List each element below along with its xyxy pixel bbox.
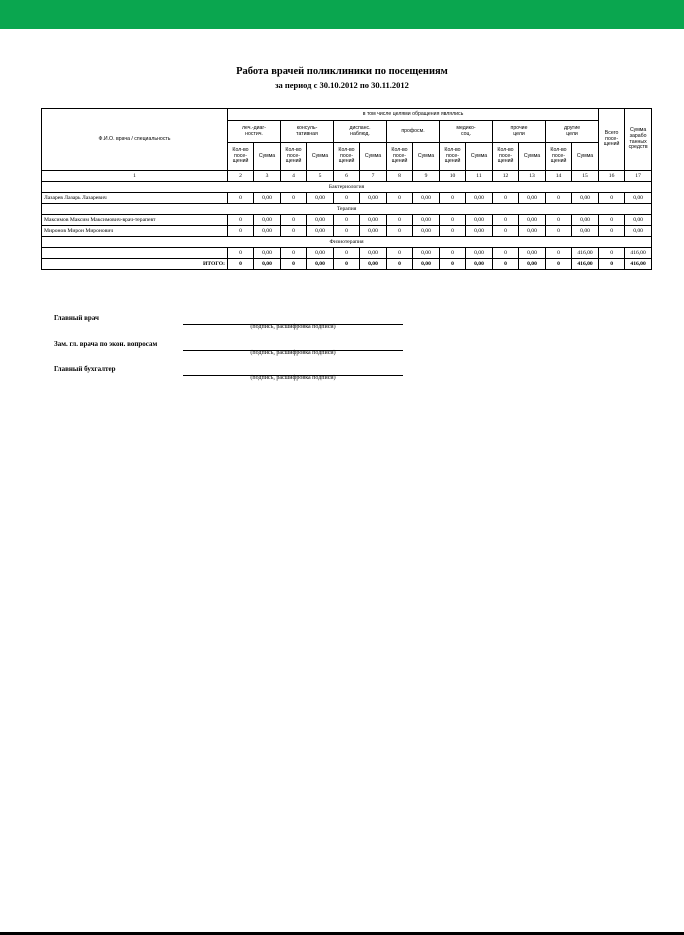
column-number: 9 (413, 171, 440, 182)
cell-value: 0,00 (572, 226, 599, 237)
sub-header-sum: Сумма (413, 143, 440, 171)
column-number: 11 (466, 171, 493, 182)
cell-value: 0 (228, 193, 254, 204)
cell-value: 0,00 (360, 193, 387, 204)
cell-value: 0,00 (572, 193, 599, 204)
cell-value: 0,00 (360, 259, 387, 270)
cell-value: 416,00 (625, 248, 652, 259)
cell-value: 0,00 (307, 259, 334, 270)
section-row (42, 237, 652, 248)
section-row (42, 204, 652, 215)
section-name: Бактериология (42, 182, 652, 193)
row-label: Миронов Мирон Миронович (42, 226, 228, 237)
signature-hint: (подпись, расшифровка подписи) (250, 375, 336, 381)
sub-header-sum: Сумма (466, 143, 493, 171)
header-total-sum: Сумма зарабо танных средств (625, 109, 652, 171)
signature-hint: (подпись, расшифровка подписи) (250, 324, 336, 330)
cell-value: 0 (334, 226, 360, 237)
column-number: 2 (228, 171, 254, 182)
cell-value: 0 (281, 215, 307, 226)
cell-value: 0,00 (466, 226, 493, 237)
cell-value: 0,00 (413, 248, 440, 259)
cell-value: 0 (440, 248, 466, 259)
cell-value: 0 (546, 226, 572, 237)
cell-value: 0 (387, 248, 413, 259)
cell-value: 0,00 (625, 193, 652, 204)
cell-value: 0 (493, 259, 519, 270)
cell-value: 0 (599, 259, 625, 270)
cell-value: 0,00 (519, 226, 546, 237)
cell-value: 0,00 (413, 226, 440, 237)
cell-value: 0 (281, 259, 307, 270)
sub-header-count: Кол-во посе- щений (387, 143, 413, 171)
cell-value: 0,00 (519, 215, 546, 226)
cell-value: 0,00 (466, 193, 493, 204)
row-label: Максимов Максим Максимович-врач-терапевт (42, 215, 228, 226)
cell-value: 0 (281, 193, 307, 204)
sub-header-count: Кол-во посе- щений (334, 143, 360, 171)
row-label: ИТОГО: (42, 259, 228, 270)
cell-value: 0 (493, 248, 519, 259)
cell-value: 0,00 (360, 248, 387, 259)
cell-value: 0 (493, 193, 519, 204)
cell-value: 0,00 (254, 259, 281, 270)
total-row (42, 259, 652, 270)
cell-value: 0 (493, 215, 519, 226)
cell-value: 0 (228, 259, 254, 270)
signature-hint: (подпись, расшифровка подписи) (250, 350, 336, 356)
sub-header-count: Кол-во посе- щений (493, 143, 519, 171)
sub-header-sum: Сумма (360, 143, 387, 171)
column-number: 4 (281, 171, 307, 182)
cell-value: 0 (334, 259, 360, 270)
cell-value: 0 (281, 248, 307, 259)
table-row (42, 193, 652, 204)
cell-value: 0 (387, 215, 413, 226)
cell-value: 416,00 (625, 259, 652, 270)
group-header-6: другие цели (546, 121, 599, 143)
header-total-visits: Всего посе- щений (599, 109, 625, 171)
cell-value: 0,00 (254, 226, 281, 237)
sub-header-count: Кол-во посе- щений (228, 143, 254, 171)
cell-value: 0,00 (572, 215, 599, 226)
cell-value: 0 (599, 215, 625, 226)
cell-value: 0,00 (413, 215, 440, 226)
cell-value: 0 (440, 193, 466, 204)
cell-value: 416,00 (572, 259, 599, 270)
top-header-bar (0, 0, 684, 29)
cell-value: 0 (334, 215, 360, 226)
cell-value: 0 (440, 259, 466, 270)
row-label (42, 248, 228, 259)
cell-value: 0 (546, 193, 572, 204)
table-row (42, 226, 652, 237)
cell-value: 0,00 (307, 193, 334, 204)
sub-header-count: Кол-во посе- щений (440, 143, 466, 171)
group-header-3: профосм. (387, 121, 440, 143)
cell-value: 0,00 (519, 248, 546, 259)
cell-value: 0 (599, 193, 625, 204)
column-number: 10 (440, 171, 466, 182)
column-number: 3 (254, 171, 281, 182)
cell-value: 0 (440, 226, 466, 237)
cell-value: 0,00 (360, 226, 387, 237)
cell-value: 0 (493, 226, 519, 237)
column-number: 13 (519, 171, 546, 182)
signature-label: Главный бухгалтер (54, 365, 116, 373)
cell-value: 0,00 (519, 193, 546, 204)
group-header-0: леч.-диаг- ностич. (228, 121, 281, 143)
sub-header-count: Кол-во посе- щений (281, 143, 307, 171)
sub-header-sum: Сумма (572, 143, 599, 171)
group-header-1: консуль- тативная (281, 121, 334, 143)
column-number: 6 (334, 171, 360, 182)
column-number: 17 (625, 171, 652, 182)
header-group: в том числе целями обращения являлись (228, 109, 599, 121)
column-number: 7 (360, 171, 387, 182)
cell-value: 416,00 (572, 248, 599, 259)
cell-value: 0 (440, 215, 466, 226)
cell-value: 0 (387, 259, 413, 270)
cell-value: 0 (387, 193, 413, 204)
cell-value: 0 (228, 248, 254, 259)
cell-value: 0 (228, 226, 254, 237)
cell-value: 0,00 (307, 248, 334, 259)
cell-value: 0 (387, 226, 413, 237)
cell-value: 0,00 (360, 215, 387, 226)
column-number: 12 (493, 171, 519, 182)
report-title: Работа врачей поликлиники по посещениям (236, 66, 448, 77)
cell-value: 0 (281, 226, 307, 237)
cell-value: 0,00 (254, 215, 281, 226)
column-number: 14 (546, 171, 572, 182)
cell-value: 0,00 (254, 193, 281, 204)
cell-value: 0,00 (519, 259, 546, 270)
column-number: 5 (307, 171, 334, 182)
cell-value: 0 (228, 215, 254, 226)
cell-value: 0 (599, 226, 625, 237)
cell-value: 0,00 (625, 226, 652, 237)
row-label: Лазарев Лазарь Лазаревич (42, 193, 228, 204)
cell-value: 0,00 (413, 259, 440, 270)
report-subtitle: за период с 30.10.2012 по 30.11.2012 (275, 80, 409, 90)
header-doctor: Ф.И.О. врача / специальность (42, 109, 228, 171)
sub-header-count: Кол-во посе- щений (546, 143, 572, 171)
cell-value: 0,00 (466, 215, 493, 226)
sub-header-sum: Сумма (307, 143, 334, 171)
cell-value: 0,00 (254, 248, 281, 259)
group-header-5: прочие цели (493, 121, 546, 143)
table-row (42, 215, 652, 226)
sub-header-sum: Сумма (254, 143, 281, 171)
column-number: 16 (599, 171, 625, 182)
signature-label: Зам. гл. врача по экон. вопросам (54, 340, 158, 348)
cell-value: 0 (546, 248, 572, 259)
section-row (42, 182, 652, 193)
cell-value: 0 (546, 259, 572, 270)
group-header-4: медико- соц. (440, 121, 493, 143)
column-number: 8 (387, 171, 413, 182)
section-name: Физиотерапия (42, 237, 652, 248)
group-header-2: диспанс. наблюд. (334, 121, 387, 143)
cell-value: 0 (599, 248, 625, 259)
cell-value: 0,00 (466, 259, 493, 270)
signature-label: Главный врач (54, 314, 99, 322)
cell-value: 0 (334, 248, 360, 259)
cell-value: 0,00 (307, 226, 334, 237)
cell-value: 0 (334, 193, 360, 204)
section-name: Терапия (42, 204, 652, 215)
cell-value: 0,00 (413, 193, 440, 204)
cell-value: 0,00 (466, 248, 493, 259)
cell-value: 0,00 (625, 215, 652, 226)
cell-value: 0 (546, 215, 572, 226)
column-number: 1 (42, 171, 228, 182)
table-row (42, 248, 652, 259)
cell-value: 0,00 (307, 215, 334, 226)
column-number: 15 (572, 171, 599, 182)
sub-header-sum: Сумма (519, 143, 546, 171)
report-table (41, 108, 652, 270)
